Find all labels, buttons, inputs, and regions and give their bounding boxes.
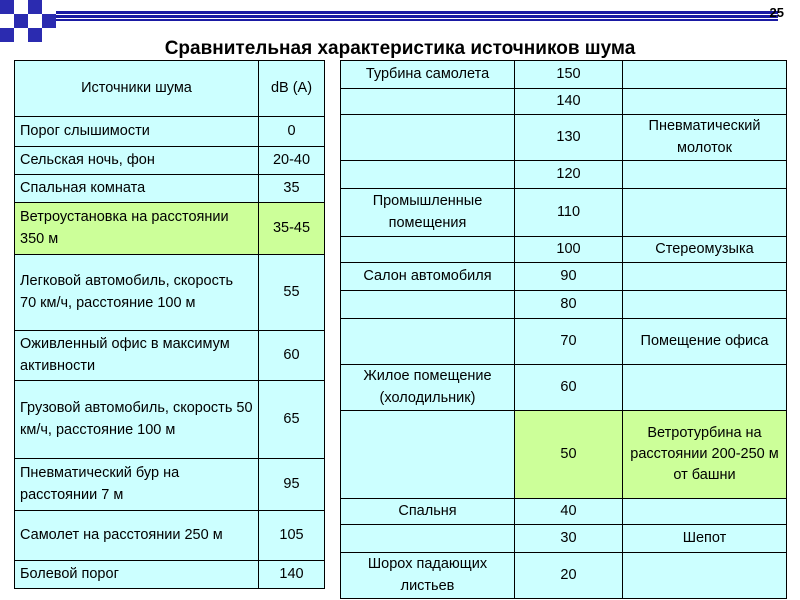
table-row [341,237,787,263]
table-row [15,255,325,331]
db-cell: 80 [515,291,623,319]
db-cell: 105 [259,511,325,561]
left-label-cell: Промышленные помещения [341,189,515,237]
table-row [341,553,787,599]
source-cell: Грузовой автомобиль, скорость 50 км/ч, расстояние 100 м [15,381,259,459]
table-row [341,89,787,115]
left-label-cell [341,411,515,499]
right-label-cell: Пневматический молоток [623,115,787,161]
db-cell: 140 [259,561,325,589]
source-cell: Болевой порог [15,561,259,589]
decorative-header-bar [56,11,778,21]
left-label-cell: Спальня [341,499,515,525]
db-cell: 150 [515,61,623,89]
db-cell: 130 [515,115,623,161]
left-label-cell [341,319,515,365]
db-cell: 20-40 [259,147,325,175]
db-cell: 35-45 [259,203,325,255]
table-row [341,525,787,553]
table-header-row [15,61,325,117]
source-cell: Сельская ночь, фон [15,147,259,175]
db-cell-highlighted: 50 [515,411,623,499]
left-label-cell: Шорох падающих листьев [341,553,515,599]
source-cell: Легковой автомобиль, скорость 70 км/ч, расстояние 100 м [15,255,259,331]
right-label-cell [623,161,787,189]
source-cell: Ветроустановка на расстоянии 350 м [15,203,259,255]
table-row [341,161,787,189]
table-row [15,117,325,147]
left-label-cell [341,161,515,189]
db-cell: 35 [259,175,325,203]
table-row [341,115,787,161]
right-label-cell [623,365,787,411]
header-db: dB (A) [259,61,325,117]
right-label-cell [623,291,787,319]
table-row [341,499,787,525]
source-cell: Спальная комната [15,175,259,203]
right-label-cell [623,263,787,291]
db-cell: 20 [515,553,623,599]
table-row [341,263,787,291]
right-label-cell: Помещение офиса [623,319,787,365]
db-cell: 60 [259,331,325,381]
left-label-cell [341,115,515,161]
source-cell: Оживленный офис в максимум активности [15,331,259,381]
table-row [341,411,787,499]
table-row [341,319,787,365]
table-row [15,147,325,175]
table-row [15,175,325,203]
left-label-cell [341,525,515,553]
table-row [15,331,325,381]
page-title: Сравнительная характеристика источников шума [164,38,636,59]
left-label-cell: Турбина самолета [341,61,515,89]
page-number: 25 [769,5,784,20]
table-row [15,561,325,589]
db-cell: 0 [259,117,325,147]
table-row [341,365,787,411]
db-cell: 110 [515,189,623,237]
table-row [15,381,325,459]
table-row [15,511,325,561]
table-row [15,459,325,511]
decorative-checker-logo [0,0,56,42]
left-label-cell [341,291,515,319]
db-cell: 70 [515,319,623,365]
table-row [341,61,787,89]
left-label-cell [341,237,515,263]
right-label-cell: Стереомузыка [623,237,787,263]
source-cell: Порог слышимости [15,117,259,147]
db-cell: 40 [515,499,623,525]
db-cell: 100 [515,237,623,263]
left-label-cell [341,89,515,115]
db-cell: 30 [515,525,623,553]
right-label-cell [623,61,787,89]
db-cell: 90 [515,263,623,291]
noise-scale-table [340,60,787,599]
source-cell: Самолет на расстоянии 250 м [15,511,259,561]
left-label-cell: Салон автомобиля [341,263,515,291]
right-label-cell [623,499,787,525]
source-cell: Пневматический бур на расстоянии 7 м [15,459,259,511]
left-label-cell: Жилое помещение (холодильник) [341,365,515,411]
db-cell: 95 [259,459,325,511]
db-cell: 55 [259,255,325,331]
table-row-highlighted [15,203,325,255]
right-label-cell [623,189,787,237]
header-sources: Источники шума [15,61,259,117]
db-cell: 60 [515,365,623,411]
right-label-cell: Шепот [623,525,787,553]
right-label-cell-highlighted: Ветротурбина на расстоянии 200-250 м от башни [623,411,787,499]
table-row [341,189,787,237]
right-label-cell [623,553,787,599]
right-label-cell [623,89,787,115]
noise-sources-table [14,60,325,589]
db-cell: 65 [259,381,325,459]
table-row [341,291,787,319]
db-cell: 120 [515,161,623,189]
db-cell: 140 [515,89,623,115]
